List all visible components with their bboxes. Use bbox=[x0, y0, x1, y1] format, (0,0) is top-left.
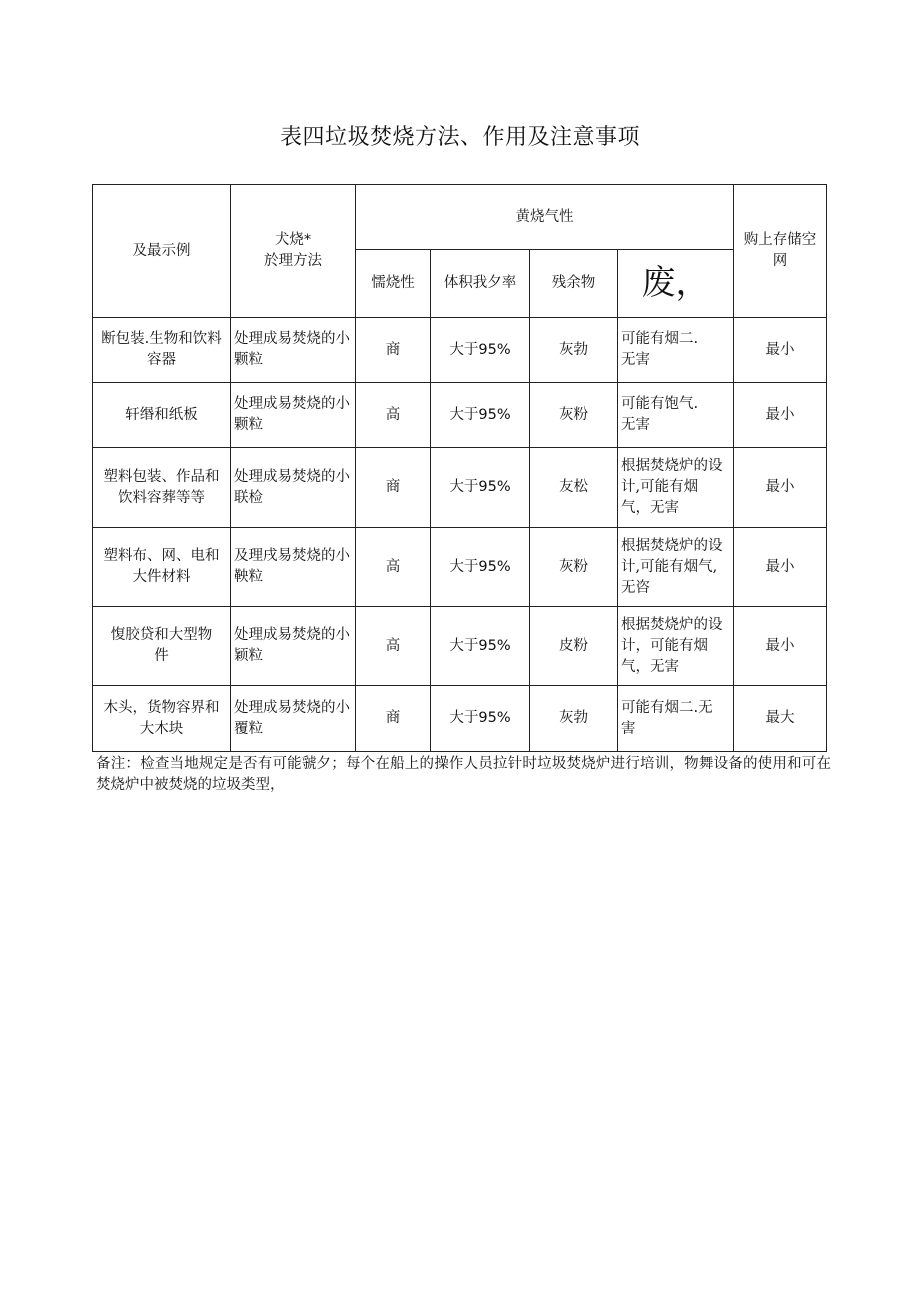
table-row bbox=[93, 686, 827, 752]
cell-flammability: 高 bbox=[356, 383, 431, 448]
cell-volume: 大于95% bbox=[431, 607, 530, 686]
table-row bbox=[93, 318, 827, 383]
table-note: 备注：检查当地规定是否有可能虢夕；每个在船上的操作人员拉针时垃圾焚烧炉进行培训，物舞设备的使用和可在焚烧炉中被焚烧的垃圾类型， bbox=[96, 756, 831, 793]
cell-residue: 皮粉 bbox=[530, 607, 618, 686]
cell-storage: 最小 bbox=[734, 318, 827, 383]
cell-storage: 最小 bbox=[734, 607, 827, 686]
cell-volume: 大于95% bbox=[431, 686, 530, 752]
incineration-table bbox=[92, 184, 827, 752]
cell-method: 处理成易焚烧的小 颗粒 bbox=[231, 318, 356, 383]
cell-storage: 最小 bbox=[734, 448, 827, 528]
cell-volume: 大于95% bbox=[431, 528, 530, 607]
cell-exhaust: 可能有烟二.无 害 bbox=[618, 686, 734, 752]
cell-storage: 最大 bbox=[734, 686, 827, 752]
cell-volume: 大于95% bbox=[431, 318, 530, 383]
cell-flammability: 高 bbox=[356, 607, 431, 686]
header-exhaust: 废， bbox=[618, 250, 734, 318]
table-row bbox=[93, 383, 827, 448]
cell-item: 轩缗和纸板 bbox=[93, 383, 231, 448]
cell-method: 处理成易焚烧的小 联检 bbox=[231, 448, 356, 528]
cell-exhaust: 根据焚烧炉的设 计,可能有烟气, 无咨 bbox=[618, 528, 734, 607]
header-residue: 残余物 bbox=[530, 250, 618, 318]
table-row bbox=[93, 607, 827, 686]
table-row bbox=[93, 528, 827, 607]
cell-item: 愎胶贷和大型物 件 bbox=[93, 607, 231, 686]
cell-exhaust: 可能有烟二. 无害 bbox=[618, 318, 734, 383]
cell-volume: 大于95% bbox=[431, 383, 530, 448]
cell-residue: 灰勃 bbox=[530, 318, 618, 383]
header-volume-reduction: 体积我夕率 bbox=[431, 250, 530, 318]
cell-residue: 灰粉 bbox=[530, 528, 618, 607]
cell-exhaust: 根据焚烧炉的设 计,可能有烟 气，无害 bbox=[618, 448, 734, 528]
table-body bbox=[93, 185, 827, 752]
table-row bbox=[93, 448, 827, 528]
header-method: 犬烧* 於理方法 bbox=[231, 185, 356, 318]
cell-exhaust: 根据焚烧炉的设 计，可能有烟 气，无害 bbox=[618, 607, 734, 686]
cell-storage: 最小 bbox=[734, 528, 827, 607]
cell-item: 木头，货物容界和 大木块 bbox=[93, 686, 231, 752]
cell-residue: 灰勃 bbox=[530, 686, 618, 752]
cell-item: 塑料布、网、电和 大件材料 bbox=[93, 528, 231, 607]
document-title: 表四垃圾焚烧方法、作用及注意事项 bbox=[279, 125, 640, 150]
header-row-1 bbox=[93, 185, 827, 250]
cell-flammability: 商 bbox=[356, 448, 431, 528]
cell-residue: 友松 bbox=[530, 448, 618, 528]
header-flammability: 懦烧性 bbox=[356, 250, 431, 318]
cell-item: 断包装.生物和饮料 容器 bbox=[93, 318, 231, 383]
cell-method: 处理成易焚烧的小 覆粒 bbox=[231, 686, 356, 752]
cell-method: 处理成易焚烧的小 颗粒 bbox=[231, 383, 356, 448]
cell-method: 处理成易焚烧的小 颖粒 bbox=[231, 607, 356, 686]
cell-storage: 最小 bbox=[734, 383, 827, 448]
cell-item: 塑料包装、作品和 饮料容葬等等 bbox=[93, 448, 231, 528]
cell-flammability: 高 bbox=[356, 528, 431, 607]
header-storage-space: 购上存储空 网 bbox=[734, 185, 827, 318]
cell-flammability: 商 bbox=[356, 318, 431, 383]
cell-exhaust: 可能有饱气. 无害 bbox=[618, 383, 734, 448]
cell-volume: 大于95% bbox=[431, 448, 530, 528]
cell-method: 及理戌易焚烧的小 鞅粒 bbox=[231, 528, 356, 607]
cell-flammability: 商 bbox=[356, 686, 431, 752]
cell-residue: 灰粉 bbox=[530, 383, 618, 448]
header-incineration-properties: 黄烧气性 bbox=[356, 185, 734, 250]
header-item-example: 及最示例 bbox=[93, 185, 231, 318]
